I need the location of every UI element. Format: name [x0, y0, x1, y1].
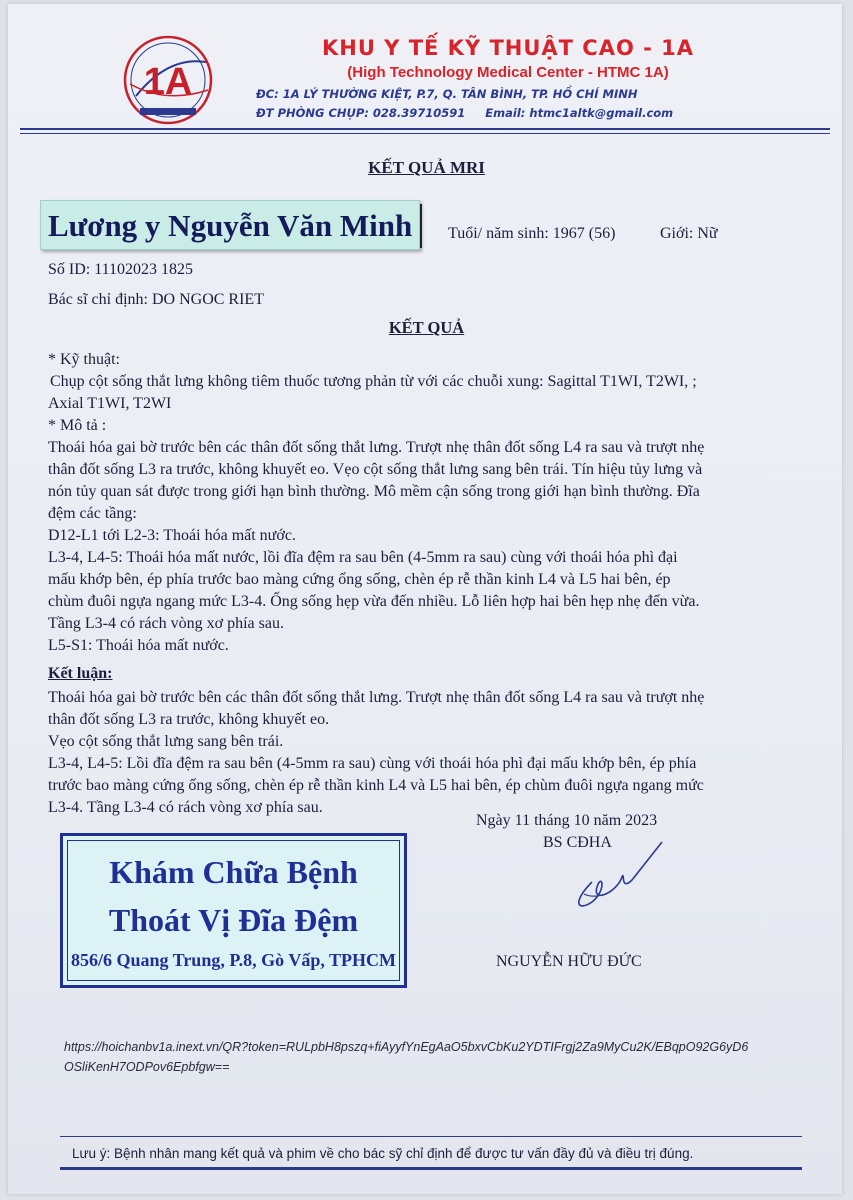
hospital-logo: [118, 34, 218, 126]
header-divider-thin: [20, 133, 830, 134]
doctor-role: BS CĐHA: [543, 834, 612, 851]
stamp-line-3: 856/6 Quang Trung, P.8, Gò Vấp, TPHCM: [70, 950, 397, 970]
body-line: Thoái hóa gai bờ trước bên các thân đốt sống thắt lưng. Trượt nhẹ thân đốt sống L4 ra sau và trượt nhẹ: [48, 439, 705, 456]
body-line: L5-S1: Thoái hóa mất nước.: [48, 637, 229, 654]
footer-divider-bottom: [60, 1167, 802, 1170]
verification-url[interactable]: https://hoichanbv1a.inext.vn/QR?token=RULpbH8pszq+fiAyyfYnEgAaO5bxvCbKu2YDTIFrgj2Za9MyCu2K/EBqpO92G6yD6: [64, 1040, 749, 1054]
doctor-name: NGUYỄN HỮU ĐỨC: [496, 953, 642, 970]
result-heading: KẾT QUẢ: [388, 318, 465, 337]
clinic-stamp: [60, 833, 407, 988]
conclusion-line: Vẹo cột sống thắt lưng sang bên trái.: [48, 733, 284, 750]
stamp-line-2: Thoát Vị Đĩa Đệm: [108, 902, 359, 938]
patient-name: Lương y Nguyễn Văn Minh: [48, 208, 413, 243]
conclusion-line: trước bao màng cứng ống sống, chèn ép rễ thần kinh L4 và L5 hai bên, ép chùm đuôi ngựa ngang mức: [48, 777, 704, 794]
org-title: KHU Y TẾ KỸ THUẬT CAO - 1A: [321, 36, 695, 60]
footer-note: Lưu ý: Bệnh nhân mang kết quả và phim về cho bác sỹ chỉ định để được tư vấn đầy đủ và điều trị đúng.: [72, 1146, 694, 1161]
document-title: KẾT QUẢ MRI: [368, 158, 485, 177]
conclusion-line: L3-4, L4-5: Lồi đĩa đệm ra sau bên (4-5mm ra sau) cùng với thoái hóa phì đại mấu khớp bên, ép phía: [48, 755, 697, 772]
header-divider: [20, 128, 830, 130]
conclusion-line: thân đốt sống L3 ra trước, không khuyết eo.: [48, 711, 330, 728]
org-phone-email: ĐT PHÒNG CHỤP: 028.39710591 Email: htmc1altk@gmail.com: [256, 106, 674, 120]
body-line: nón tủy quan sát được trong giới hạn bình thường. Mô mềm cận sống trong giới hạn bình thường. Đĩa: [48, 483, 700, 500]
name-divider: [420, 204, 422, 248]
conclusion-heading: Kết luận:: [48, 665, 113, 682]
body-line: thân đốt sống L3 ra trước, không khuyết eo. Vẹo cột sống thắt lưng sang bên trái. Tín hiệu tủy lưng và: [48, 461, 703, 478]
conclusion-line: L3-4. Tầng L3-4 có rách vòng xơ phía sau.: [48, 799, 323, 816]
body-line: * Kỹ thuật:: [48, 351, 120, 368]
logo-text: 1A: [143, 61, 193, 103]
body-line: D12-L1 tới L2-3: Thoái hóa mất nước.: [48, 527, 296, 544]
body-line: chùm đuôi ngựa ngang mức L3-4. Ống sống hẹp vừa đến nhiều. Lỗ liên hợp hai bên hẹp nhẹ đến vừa.: [48, 593, 700, 610]
org-subtitle: (High Technology Medical Center - HTMC 1A): [347, 64, 669, 81]
stamp-line-1: Khám Chữa Bệnh: [109, 854, 358, 890]
verification-url-cont[interactable]: OSliKenH7ODPov6Epbfgw==: [64, 1060, 230, 1074]
body-line: Axial T1WI, T2WI: [48, 395, 172, 412]
patient-id: Số ID: 11102023 1825: [48, 261, 194, 278]
referring-doctor: Bác sĩ chỉ định: DO NGOC RIET: [48, 291, 264, 308]
body-line: * Mô tả :: [48, 417, 107, 434]
patient-sex: Giới: Nữ: [660, 225, 718, 242]
org-address: ĐC: 1A LÝ THƯỜNG KIỆT, P.7, Q. TÂN BÌNH, TP. HỒ CHÍ MINH: [256, 87, 638, 101]
body-line: Tầng L3-4 có rách vòng xơ phía sau.: [48, 615, 284, 632]
body-line: L3-4, L4-5: Thoái hóa mất nước, lồi đĩa đệm ra sau bên (4-5mm ra sau) cùng với thoái hóa phì đại: [48, 549, 678, 566]
body-line: Chụp cột sống thắt lưng không tiêm thuốc tương phản từ với các chuỗi xung: Sagittal T1WI, T2WI, ;: [50, 373, 697, 390]
body-line: mấu khớp bên, ép phía trước bao màng cứng ống sống, chèn ép rễ thần kinh L4 và L5 hai bên, ép: [48, 571, 671, 588]
doctor-signature: [562, 832, 672, 918]
patient-age: Tuổi/ năm sinh: 1967 (56): [448, 225, 616, 242]
conclusion-line: Thoái hóa gai bờ trước bên các thân đốt sống thắt lưng. Trượt nhẹ thân đốt sống L4 ra sau và trượt nhẹ: [48, 689, 705, 706]
body-line: đệm các tầng:: [48, 505, 137, 522]
footer-divider-top: [60, 1136, 802, 1137]
report-date: Ngày 11 tháng 10 năm 2023: [476, 812, 658, 829]
